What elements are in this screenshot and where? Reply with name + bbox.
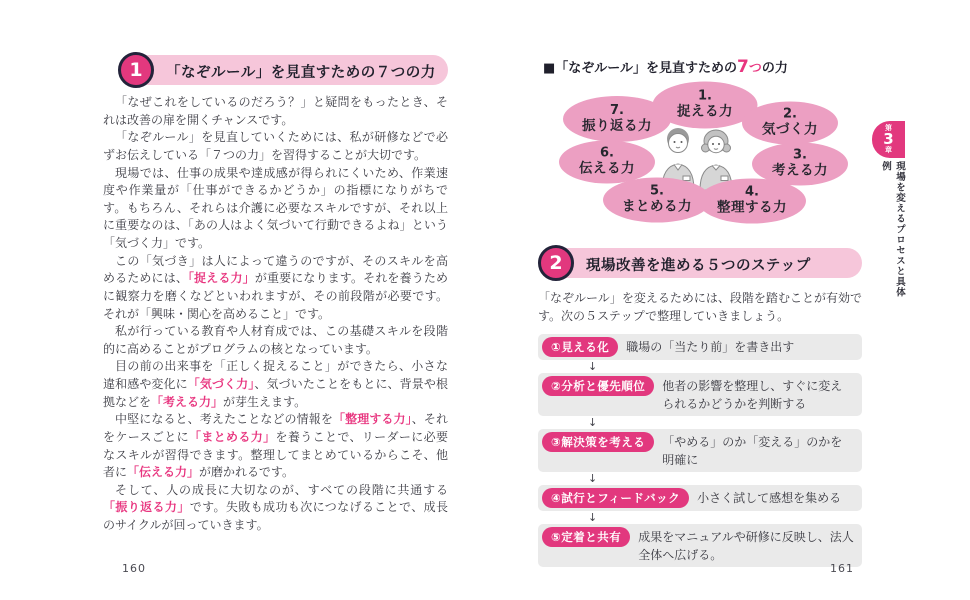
power-number: 6. (600, 145, 614, 161)
power-ellipse (559, 141, 655, 184)
power-ellipse (698, 179, 806, 224)
section-2-header (538, 245, 862, 281)
paragraph (103, 323, 448, 358)
paragraph (103, 482, 448, 535)
keyword-pink: 「整理する力」 (332, 412, 412, 427)
section-1-title: 「なぞルール」を見直すための７つの力 (166, 65, 436, 81)
chapter-title-vertical: 現場を変えるプロセスと具体例 (880, 161, 905, 298)
step-description: 職場の「当たり前」を書き出す (626, 340, 795, 354)
figure-heading-counter: つ (748, 61, 762, 76)
paragraph-text: です。失敗も成功も次につなげることで、成長のサイクルが回っていきます。 (103, 500, 448, 532)
step-label-badge: ③解決策を考える (542, 432, 654, 452)
power-ellipse (563, 96, 671, 142)
step-label-badge: ④試行とフィードバック (542, 488, 689, 508)
power-label: 振り返る力 (582, 117, 652, 134)
figure-heading (543, 57, 788, 77)
keyword-pink: 「伝える力」 (127, 465, 200, 480)
paragraph-text: が重要になります。それを養うために観察力を磨くなどといわれますが、その前段階が必要です。それが「興味・関心を高めること」です。 (103, 271, 448, 321)
section-2-title: 現場改善を進める５つのステップ (586, 258, 811, 274)
power-label: まとめる力 (622, 198, 692, 215)
power-ellipse (742, 102, 838, 145)
paragraph (103, 165, 448, 253)
step-item (538, 373, 862, 416)
paragraph-text: 私が行っている教育や人材育成では、この基礎スキルを段階的に高めることがプログラムの核となっています。 (103, 324, 448, 356)
keyword-pink: 「捉える力」 (187, 271, 255, 286)
paragraph-text: 目の前の出来事を「正しく捉えること」ができたら、小さな違和感や変化に (103, 359, 448, 391)
body-text (103, 94, 448, 535)
power-number: 4. (745, 184, 759, 200)
power-ellipse (603, 178, 711, 223)
figure-heading-number: 7 (737, 57, 749, 77)
section-2-intro: 「なぞルール」を変えるためには、段階を踏むことが有効です。次の５ステップで整理していきましょう。 (538, 291, 862, 323)
step-description: 小さく試して感想を集める (697, 491, 842, 505)
page-number-left: 160 (122, 562, 146, 575)
paragraph-text: この「気づき」は人によって違うのですが、そのスキルを高めるためには、 (103, 253, 448, 286)
paragraph-text: そして、人の成長に大切なのが、すべての段階に共通する (115, 482, 448, 497)
step-item (538, 429, 862, 472)
section-2-number-badge: 2 (538, 245, 574, 281)
paragraph-text: が磨かれるです。 (199, 465, 294, 480)
paragraph-text: 中堅になると、考えたことなどの情報を (115, 412, 333, 427)
power-label: 気づく力 (762, 121, 818, 138)
power-label: 捉える力 (677, 103, 733, 120)
power-number: 5. (650, 183, 664, 199)
step-label-badge: ⑤定着と共有 (542, 527, 630, 547)
page-number-right: 161 (830, 562, 854, 575)
power-label: 整理する力 (717, 199, 787, 216)
paragraph (103, 358, 448, 411)
chapter-tab (872, 121, 905, 158)
paragraph-text: を養うことで、リーダーに必要なスキルが習得できます。整理してまとめているからこそ、他者に (103, 429, 448, 480)
section-1-number-badge: 1 (118, 52, 154, 88)
seven-powers-diagram (540, 78, 862, 238)
figure-heading-suffix: の力 (761, 61, 788, 76)
power-label: 伝える力 (579, 160, 635, 177)
keyword-pink: 「振り返る力」 (103, 500, 190, 515)
step-item (538, 334, 862, 360)
paragraph (103, 94, 448, 129)
step-label-badge: ②分析と優先順位 (542, 376, 654, 396)
power-label: 考える力 (772, 162, 828, 179)
power-number: 3. (793, 147, 807, 163)
power-number: 2. (783, 106, 797, 122)
paragraph (103, 411, 448, 482)
keyword-pink: 「まとめる力」 (188, 429, 276, 444)
step-item (538, 524, 862, 567)
arrow-down-icon: ↓ (588, 472, 598, 485)
arrow-down-icon: ↓ (588, 416, 598, 429)
section-1-header (118, 52, 448, 88)
steps-list (538, 334, 862, 567)
keyword-pink: 「気づく力」 (187, 377, 255, 391)
paragraph (103, 129, 448, 164)
power-number: 1. (698, 88, 712, 104)
power-number: 7. (610, 102, 624, 118)
paragraph-text: 、それをケースごとに (103, 412, 448, 444)
paragraph-text: が芽生えます。 (223, 394, 307, 409)
arrow-down-icon: ↓ (588, 360, 598, 373)
paragraph (103, 253, 448, 324)
arrow-down-icon: ↓ (588, 511, 598, 524)
figure-heading-prefix: ■「なぞルール」を見直すための (543, 61, 738, 76)
step-description: 「やめる」のか「変える」のかを明確に (662, 435, 843, 467)
chapter-prefix: 第 (885, 124, 892, 132)
step-item (538, 485, 862, 511)
paragraph-text: 現場では、仕事の成果や達成感が得られにくいため、作業速度や作業量が「仕事ができるかどうか」の指標になりがちです。もちろん、それらは介護に必要なスキルですが、それ以上に重要なのは、「あの人はよく気づいて行動できるよね」という「気づく力」です。 (103, 165, 448, 250)
step-label-badge: ①見える化 (542, 337, 618, 357)
paragraph-text: 「なぞルール」を見直していくためには、私が研修などで必ずお伝えしている「７つの力」を習得することが大切です。 (103, 130, 448, 162)
chapter-suffix: 章 (885, 146, 892, 154)
step-description: 他者の影響を整理し、すぐに変えられるかどうかを判断する (662, 379, 843, 411)
keyword-pink: 「考える力」 (151, 394, 224, 409)
paragraph-text: 、気づいたことをもとに、背景や根拠などを (103, 377, 448, 409)
chapter-number: 3 (883, 130, 894, 148)
step-description: 成果をマニュアルや研修に反映し、法人全体へ広げる。 (638, 530, 854, 562)
paragraph-text: 「なぜこれをしているのだろう？」と疑問をもったとき、それは改善の扉を開くチャンスです。 (103, 95, 448, 127)
